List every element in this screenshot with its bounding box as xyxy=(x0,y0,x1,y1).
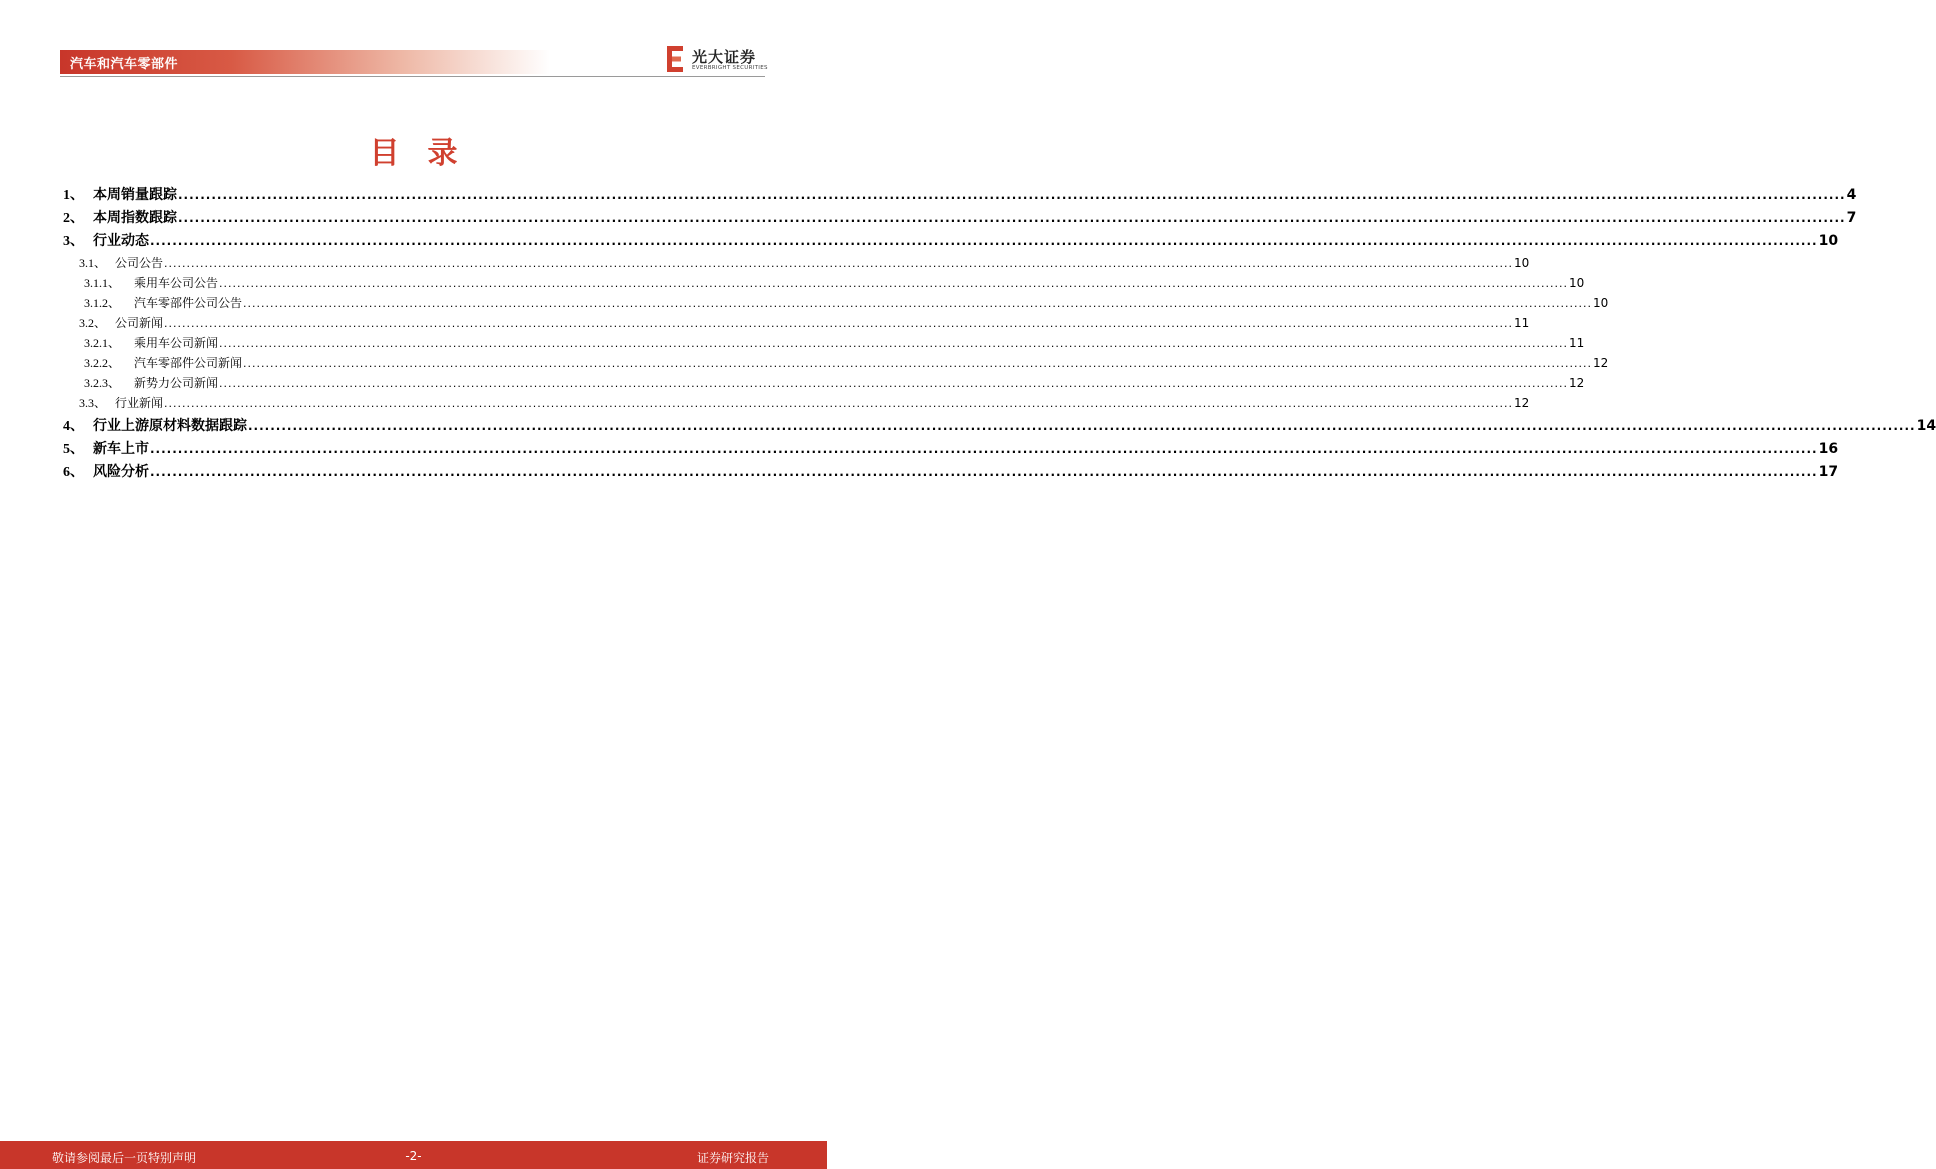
page-footer xyxy=(0,1141,827,1169)
toc-entry[interactable] xyxy=(79,254,1530,271)
toc-entry-number: 5、 xyxy=(63,442,84,457)
dot-leader: ............................................................................................................................................................................................................................................................................................................ xyxy=(219,277,1568,290)
dot-leader: ............................................................................................................................................................................................................................................................................................................ xyxy=(150,234,1818,248)
toc-entry-page: 10 xyxy=(1818,233,1839,249)
toc-entry-page: 10 xyxy=(1593,296,1609,310)
dot-leader: ............................................................................................................................................................................................................................................................................................................ xyxy=(243,357,1592,370)
toc-entry[interactable] xyxy=(84,354,1609,371)
toc-entry-title: 新车上市 xyxy=(93,441,149,457)
toc-entry-title: 公司公告 xyxy=(115,256,164,270)
toc-entry-number: 3、 xyxy=(63,234,84,249)
toc-entry-number: 3.3、 xyxy=(79,396,107,410)
toc-entry-title: 本周指数跟踪 xyxy=(93,210,177,226)
logo-english-name: EVERBRIGHT SECURITIES xyxy=(692,65,768,71)
toc-entry-title: 乘用车公司公告 xyxy=(134,276,219,290)
toc-entry-title: 风险分析 xyxy=(93,464,149,480)
toc-entry[interactable] xyxy=(63,415,1936,435)
footer-disclaimer: 敬请参阅最后一页特别声明 xyxy=(52,1151,197,1165)
toc-entry[interactable] xyxy=(63,438,1839,458)
toc-entry[interactable] xyxy=(84,274,1585,291)
toc-entry[interactable] xyxy=(84,374,1585,391)
toc-entry-title: 本周销量跟踪 xyxy=(93,187,177,203)
toc-entry-page: 10 xyxy=(1569,276,1585,290)
toc-entry-number: 3.2.1、 xyxy=(84,336,121,350)
company-logo xyxy=(664,44,774,74)
toc-entry-title: 新势力公司新闻 xyxy=(134,376,219,390)
toc-entry[interactable] xyxy=(63,184,1857,204)
toc-entry-number: 3.2、 xyxy=(79,316,107,330)
toc-entry-number: 3.1.1、 xyxy=(84,276,121,290)
toc-entry[interactable] xyxy=(84,334,1585,351)
toc-entry-number: 3.1.2、 xyxy=(84,296,121,310)
toc-entry[interactable] xyxy=(63,230,1839,250)
toc-entry-page: 11 xyxy=(1569,336,1585,350)
dot-leader: ............................................................................................................................................................................................................................................................................................................ xyxy=(219,337,1568,350)
toc-entry-page: 16 xyxy=(1818,441,1839,457)
dot-leader: ............................................................................................................................................................................................................................................................................................................ xyxy=(248,419,1916,433)
toc-entry-title: 行业新闻 xyxy=(115,396,164,410)
toc-entry[interactable] xyxy=(79,394,1530,411)
toc-entry-page: 12 xyxy=(1593,356,1609,370)
toc-entry-title: 行业动态 xyxy=(93,233,149,249)
toc-entry-page: 14 xyxy=(1916,418,1936,434)
toc-entry-title: 乘用车公司新闻 xyxy=(134,336,219,350)
toc-entry-page: 4 xyxy=(1846,187,1857,203)
toc-entry[interactable] xyxy=(84,294,1609,311)
dot-leader: ............................................................................................................................................................................................................................................................................................................ xyxy=(164,397,1513,410)
logo-chinese-name: 光大证券 xyxy=(692,48,757,66)
footer-report-type: 证券研究报告 xyxy=(696,1151,769,1165)
toc-entry-number: 3.1、 xyxy=(79,256,107,270)
toc-entry-page: 12 xyxy=(1514,396,1530,410)
dot-leader: ............................................................................................................................................................................................................................................................................................................ xyxy=(164,257,1513,270)
toc-entry[interactable] xyxy=(63,207,1857,227)
toc-entry-number: 4、 xyxy=(63,419,84,434)
toc-entry[interactable] xyxy=(63,461,1839,481)
section-label: 汽车和汽车零部件 xyxy=(70,57,179,72)
header-band xyxy=(60,50,550,74)
toc-entry-number: 2、 xyxy=(63,211,84,226)
dot-leader: ............................................................................................................................................................................................................................................................................................................ xyxy=(164,317,1513,330)
dot-leader: ............................................................................................................................................................................................................................................................................................................ xyxy=(243,297,1592,310)
toc-entry-title: 汽车零部件公司公告 xyxy=(134,296,243,310)
dot-leader: ............................................................................................................................................................................................................................................................................................................ xyxy=(178,211,1846,225)
toc-entry-page: 10 xyxy=(1514,256,1530,270)
dot-leader: ............................................................................................................................................................................................................................................................................................................ xyxy=(178,188,1846,202)
dot-leader: ............................................................................................................................................................................................................................................................................................................ xyxy=(150,465,1818,479)
toc-entry-number: 6、 xyxy=(63,465,84,480)
toc-entry-page: 17 xyxy=(1818,464,1839,480)
toc-entry-page: 11 xyxy=(1514,316,1530,330)
toc-entry-number: 3.2.3、 xyxy=(84,376,121,390)
dot-leader: ............................................................................................................................................................................................................................................................................................................ xyxy=(219,377,1568,390)
footer-page-number: -2- xyxy=(405,1149,422,1163)
toc-entry-title: 公司新闻 xyxy=(115,316,164,330)
logo-mark-icon xyxy=(664,44,686,74)
toc-entry-page: 12 xyxy=(1569,376,1585,390)
toc-entry-number: 1、 xyxy=(63,188,84,203)
toc-entry-title: 行业上游原材料数据跟踪 xyxy=(93,418,247,434)
toc-entry[interactable] xyxy=(79,314,1530,331)
header-divider xyxy=(60,76,765,77)
toc-entry-number: 3.2.2、 xyxy=(84,356,121,370)
toc-entry-title: 汽车零部件公司新闻 xyxy=(134,356,243,370)
toc-entry-page: 7 xyxy=(1846,210,1857,226)
dot-leader: ............................................................................................................................................................................................................................................................................................................ xyxy=(150,442,1818,456)
page-title: 目录 xyxy=(369,136,486,171)
